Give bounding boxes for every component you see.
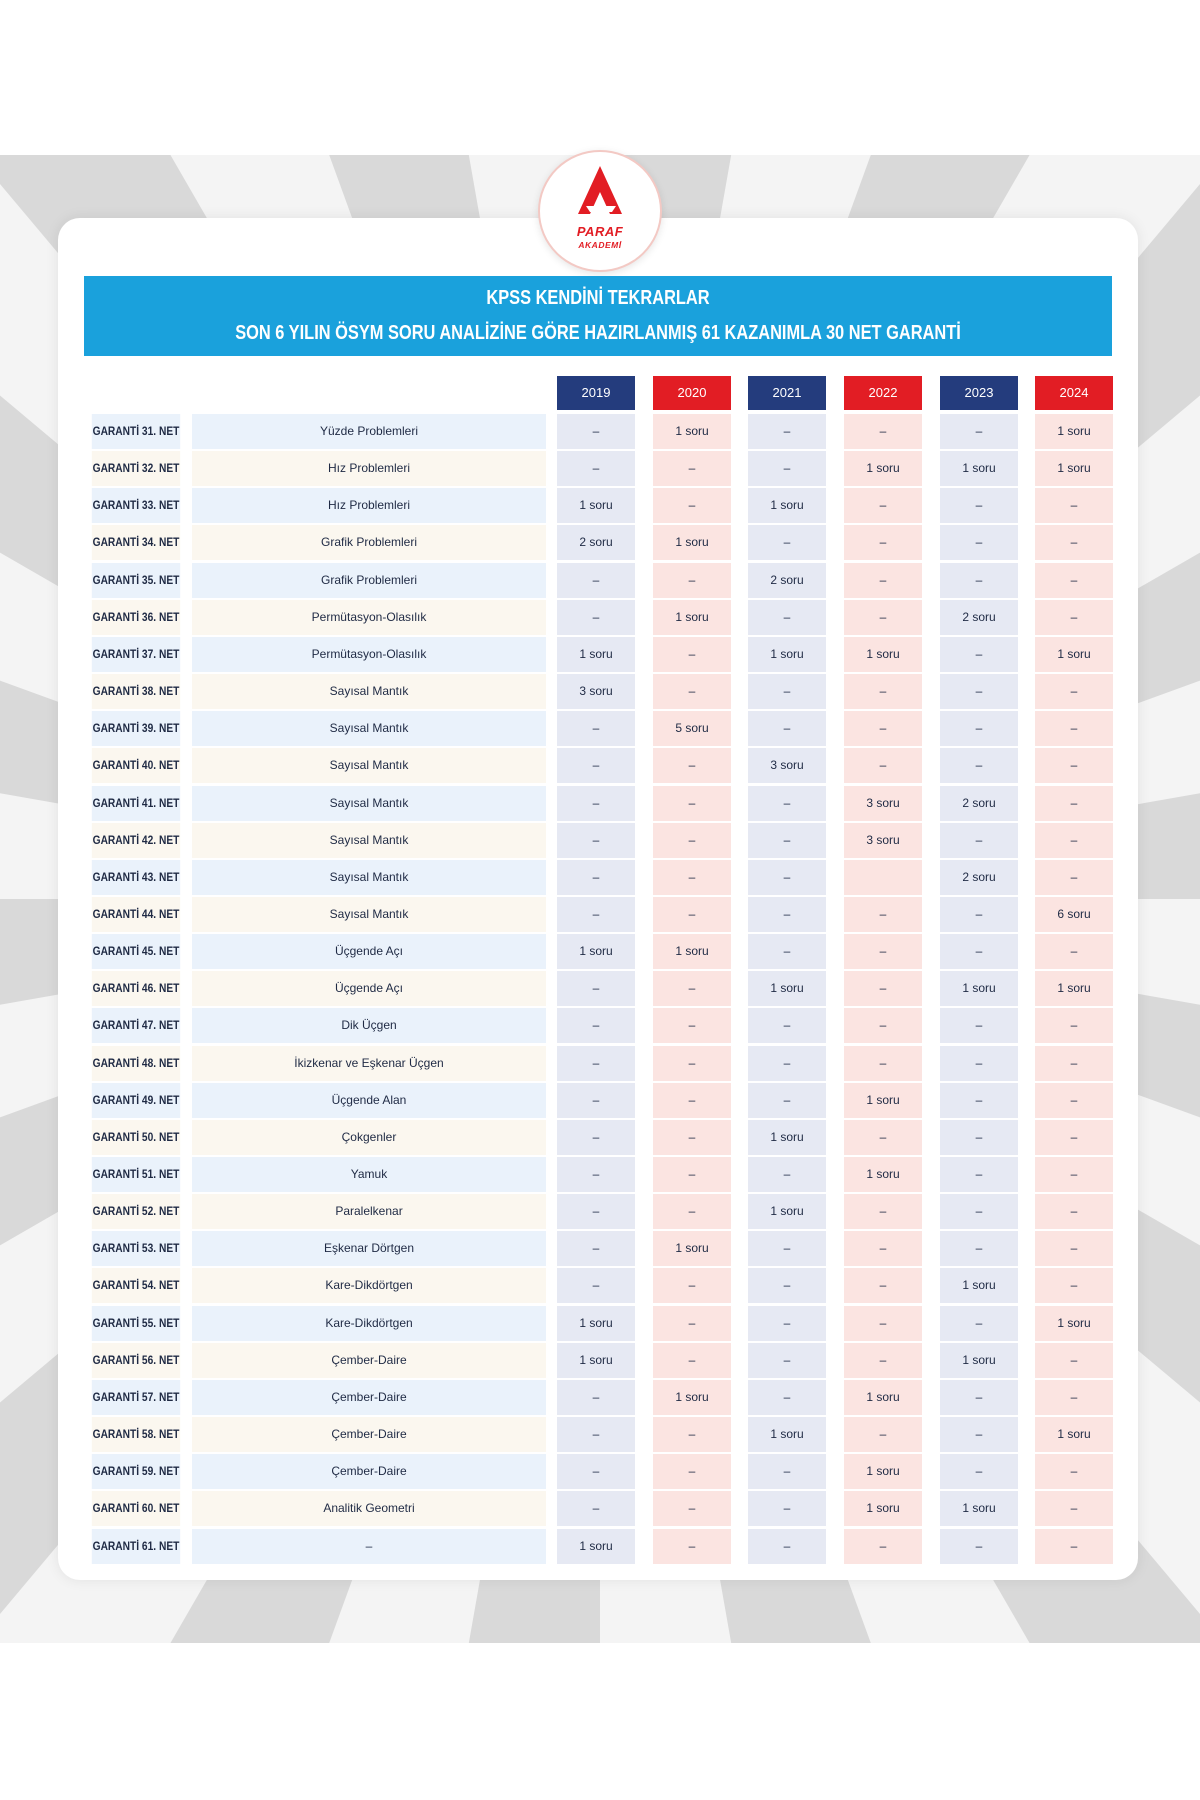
year-cell: – <box>940 1454 1018 1489</box>
year-cell: – <box>940 711 1018 746</box>
row-label: GARANTİ 45. NET <box>92 934 180 969</box>
year-cell: 1 soru <box>1035 1417 1113 1452</box>
year-cell: – <box>844 488 922 523</box>
year-cell: – <box>748 1380 826 1415</box>
year-cell: – <box>748 674 826 709</box>
year-cell: – <box>940 414 1018 449</box>
row-label: GARANTİ 52. NET <box>92 1194 180 1229</box>
year-cell: – <box>557 1157 635 1192</box>
year-cell: 2 soru <box>748 563 826 598</box>
year-cell: – <box>940 1231 1018 1266</box>
year-cell: – <box>748 1231 826 1266</box>
table-row <box>0 1491 1200 1528</box>
year-cell: – <box>748 451 826 486</box>
row-label: GARANTİ 40. NET <box>92 748 180 783</box>
year-cell: – <box>748 1306 826 1341</box>
year-cell: – <box>1035 1194 1113 1229</box>
year-cell: – <box>1035 1157 1113 1192</box>
year-cell: – <box>557 971 635 1006</box>
year-cell: 1 soru <box>940 451 1018 486</box>
year-cell: – <box>653 748 731 783</box>
row-topic: Grafik Problemleri <box>192 563 546 598</box>
year-cell: – <box>748 1046 826 1081</box>
year-cell: 1 soru <box>557 488 635 523</box>
year-cell: – <box>1035 1343 1113 1378</box>
year-cell: – <box>940 525 1018 560</box>
row-topic: Çember-Daire <box>192 1417 546 1452</box>
table-row <box>0 1120 1200 1157</box>
row-topic: Üçgende Açı <box>192 934 546 969</box>
year-cell: 1 soru <box>844 1083 922 1118</box>
row-topic: Permütasyon-Olasılık <box>192 637 546 672</box>
year-cell: – <box>557 1380 635 1415</box>
year-cell: 1 soru <box>844 451 922 486</box>
row-label: GARANTİ 48. NET <box>92 1046 180 1081</box>
year-cell: – <box>653 1491 731 1526</box>
year-cell: 1 soru <box>844 1491 922 1526</box>
year-cell: – <box>940 1194 1018 1229</box>
year-cell: – <box>1035 1529 1113 1564</box>
row-label: GARANTİ 53. NET <box>92 1231 180 1266</box>
year-header: 2023 <box>940 376 1018 410</box>
row-label: GARANTİ 31. NET <box>92 414 180 449</box>
year-cell: – <box>653 1120 731 1155</box>
table-row <box>0 1306 1200 1343</box>
title-banner <box>84 276 1112 356</box>
row-topic: Üçgende Açı <box>192 971 546 1006</box>
year-cell: – <box>1035 1083 1113 1118</box>
year-cell: – <box>940 1306 1018 1341</box>
row-topic: Çember-Daire <box>192 1343 546 1378</box>
year-cell: – <box>844 748 922 783</box>
year-cell: – <box>1035 1268 1113 1303</box>
year-cell: – <box>1035 1046 1113 1081</box>
year-cell: – <box>653 971 731 1006</box>
table-row <box>0 860 1200 897</box>
year-cell: 1 soru <box>557 637 635 672</box>
logo-triangle-icon <box>540 152 660 270</box>
row-label: GARANTİ 58. NET <box>92 1417 180 1452</box>
year-cell: – <box>940 563 1018 598</box>
year-cell: – <box>1035 934 1113 969</box>
row-label: GARANTİ 55. NET <box>92 1306 180 1341</box>
year-cell: 2 soru <box>940 786 1018 821</box>
year-cell: – <box>557 1454 635 1489</box>
year-cell: – <box>557 1120 635 1155</box>
year-cell: – <box>653 451 731 486</box>
year-cell: 1 soru <box>748 1417 826 1452</box>
brand-sub: AKADEMİ <box>578 240 622 250</box>
year-cell: – <box>1035 674 1113 709</box>
year-cell: 1 soru <box>557 1343 635 1378</box>
year-cell: 1 soru <box>748 971 826 1006</box>
year-cell: 1 soru <box>1035 414 1113 449</box>
table-row <box>0 674 1200 711</box>
year-cell: – <box>653 1083 731 1118</box>
year-cell: – <box>653 1194 731 1229</box>
year-cell: – <box>557 1231 635 1266</box>
year-cell: – <box>844 897 922 932</box>
table-row <box>0 1529 1200 1566</box>
year-cell: – <box>653 1306 731 1341</box>
year-cell: – <box>557 563 635 598</box>
year-cell: – <box>1035 600 1113 635</box>
year-cell: 3 soru <box>748 748 826 783</box>
year-cell: 1 soru <box>748 1120 826 1155</box>
year-cell: – <box>653 563 731 598</box>
year-cell: – <box>1035 525 1113 560</box>
table-row <box>0 934 1200 971</box>
row-label: GARANTİ 44. NET <box>92 897 180 932</box>
row-topic: Grafik Problemleri <box>192 525 546 560</box>
year-cell: – <box>844 563 922 598</box>
year-cell: – <box>1035 488 1113 523</box>
row-label: GARANTİ 41. NET <box>92 786 180 821</box>
year-cell: – <box>844 414 922 449</box>
row-topic: Sayısal Mantık <box>192 674 546 709</box>
row-topic: Sayısal Mantık <box>192 748 546 783</box>
year-header: 2019 <box>557 376 635 410</box>
year-cell: – <box>940 1157 1018 1192</box>
banner-subtitle: SON 6 YILIN ÖSYM SORU ANALİZİNE GÖRE HAZIRLANMIŞ 61 KAZANIMLA 30 NET GARANTİ <box>235 322 961 344</box>
year-cell <box>844 860 922 895</box>
table-row <box>0 1417 1200 1454</box>
row-label: GARANTİ 60. NET <box>92 1491 180 1526</box>
year-cell: 1 soru <box>940 1491 1018 1526</box>
row-label: GARANTİ 59. NET <box>92 1454 180 1489</box>
row-topic: Yamuk <box>192 1157 546 1192</box>
year-header: 2024 <box>1035 376 1113 410</box>
year-cell: – <box>653 637 731 672</box>
table-row <box>0 414 1200 451</box>
year-cell: 1 soru <box>653 934 731 969</box>
table-row <box>0 1008 1200 1045</box>
year-cell: 1 soru <box>748 1194 826 1229</box>
year-cell: – <box>940 1008 1018 1043</box>
row-topic: Hız Problemleri <box>192 451 546 486</box>
row-label: GARANTİ 35. NET <box>92 563 180 598</box>
year-cell: – <box>557 860 635 895</box>
year-cell: – <box>844 934 922 969</box>
year-header: 2022 <box>844 376 922 410</box>
year-cell: – <box>940 1083 1018 1118</box>
year-cell: – <box>844 1194 922 1229</box>
year-cell: – <box>748 934 826 969</box>
year-cell: – <box>748 414 826 449</box>
row-topic: Permütasyon-Olasılık <box>192 600 546 635</box>
year-cell: – <box>653 1529 731 1564</box>
year-cell: – <box>844 600 922 635</box>
year-cell: 1 soru <box>1035 637 1113 672</box>
year-cell: – <box>940 488 1018 523</box>
year-cell: – <box>557 711 635 746</box>
table-row <box>0 1343 1200 1380</box>
year-cell: – <box>940 823 1018 858</box>
year-cell: – <box>653 1454 731 1489</box>
year-header: 2020 <box>653 376 731 410</box>
year-cell: – <box>748 897 826 932</box>
year-cell: – <box>748 711 826 746</box>
year-cell: – <box>557 897 635 932</box>
row-topic: İkizkenar ve Eşkenar Üçgen <box>192 1046 546 1081</box>
year-cell: – <box>844 711 922 746</box>
year-cell: – <box>748 1529 826 1564</box>
table-row <box>0 711 1200 748</box>
year-cell: 1 soru <box>844 1454 922 1489</box>
table-row <box>0 1157 1200 1194</box>
year-cell: – <box>1035 748 1113 783</box>
year-cell: – <box>748 786 826 821</box>
year-cell: – <box>653 1046 731 1081</box>
year-cell: – <box>844 1120 922 1155</box>
year-cell: – <box>653 1008 731 1043</box>
year-cell: – <box>748 860 826 895</box>
row-label: GARANTİ 38. NET <box>92 674 180 709</box>
year-cell: – <box>653 860 731 895</box>
row-label: GARANTİ 37. NET <box>92 637 180 672</box>
row-topic: Sayısal Mantık <box>192 860 546 895</box>
year-cell: – <box>844 1268 922 1303</box>
year-cell: – <box>653 1268 731 1303</box>
year-cell: – <box>557 1008 635 1043</box>
row-label: GARANTİ 51. NET <box>92 1157 180 1192</box>
year-cell: – <box>748 1008 826 1043</box>
year-cell: – <box>557 1417 635 1452</box>
year-cell: – <box>940 1046 1018 1081</box>
row-label: GARANTİ 50. NET <box>92 1120 180 1155</box>
row-label: GARANTİ 47. NET <box>92 1008 180 1043</box>
row-topic: Yüzde Problemleri <box>192 414 546 449</box>
year-cell: – <box>844 971 922 1006</box>
year-cell: – <box>1035 823 1113 858</box>
table-row <box>0 1454 1200 1491</box>
year-cell: 6 soru <box>1035 897 1113 932</box>
year-cell: – <box>940 1417 1018 1452</box>
year-cell: – <box>653 897 731 932</box>
year-cell: 1 soru <box>940 1343 1018 1378</box>
year-cell: – <box>557 1194 635 1229</box>
year-cell: – <box>557 1083 635 1118</box>
year-cell: 3 soru <box>557 674 635 709</box>
year-cell: – <box>1035 563 1113 598</box>
year-cell: 1 soru <box>653 1231 731 1266</box>
year-cell: – <box>940 1120 1018 1155</box>
year-cell: – <box>940 934 1018 969</box>
year-cell: – <box>748 1454 826 1489</box>
year-cell: 1 soru <box>844 1157 922 1192</box>
row-label: GARANTİ 33. NET <box>92 488 180 523</box>
table-row <box>0 971 1200 1008</box>
year-cell: 2 soru <box>557 525 635 560</box>
year-cell: – <box>1035 1454 1113 1489</box>
year-cell: – <box>940 637 1018 672</box>
row-topic: Sayısal Mantık <box>192 786 546 821</box>
year-cell: 1 soru <box>748 488 826 523</box>
year-cell: – <box>748 1491 826 1526</box>
row-topic: Paralelkenar <box>192 1194 546 1229</box>
row-label: GARANTİ 32. NET <box>92 451 180 486</box>
row-label: GARANTİ 42. NET <box>92 823 180 858</box>
row-label: GARANTİ 39. NET <box>92 711 180 746</box>
year-cell: – <box>748 1157 826 1192</box>
table-row <box>0 1046 1200 1083</box>
table-row <box>0 1268 1200 1305</box>
row-topic: Analitik Geometri <box>192 1491 546 1526</box>
year-cell: – <box>1035 786 1113 821</box>
row-topic: Çember-Daire <box>192 1454 546 1489</box>
year-cell: – <box>844 1231 922 1266</box>
year-cell: – <box>1035 1231 1113 1266</box>
year-header: 2021 <box>748 376 826 410</box>
year-cell: – <box>653 786 731 821</box>
table-row <box>0 748 1200 785</box>
year-cell: – <box>748 1083 826 1118</box>
year-cell: – <box>844 1008 922 1043</box>
banner-title: KPSS KENDİNİ TEKRARLAR <box>486 287 710 309</box>
year-cell: – <box>1035 1491 1113 1526</box>
table-row <box>0 451 1200 488</box>
year-cell: 1 soru <box>653 414 731 449</box>
row-topic: Kare-Dikdörtgen <box>192 1268 546 1303</box>
table-row <box>0 786 1200 823</box>
year-cell: – <box>1035 1380 1113 1415</box>
year-cell: – <box>1035 711 1113 746</box>
row-topic: Sayısal Mantık <box>192 897 546 932</box>
paraf-akademi-logo <box>538 150 662 272</box>
year-cell: 1 soru <box>557 934 635 969</box>
year-cell: – <box>844 1529 922 1564</box>
row-label: GARANTİ 56. NET <box>92 1343 180 1378</box>
row-label: GARANTİ 54. NET <box>92 1268 180 1303</box>
year-cell: 1 soru <box>1035 451 1113 486</box>
year-cell: 1 soru <box>653 600 731 635</box>
table-row <box>0 1083 1200 1120</box>
year-cell: 3 soru <box>844 823 922 858</box>
table-row <box>0 488 1200 525</box>
year-cell: – <box>748 525 826 560</box>
year-cell: 2 soru <box>940 600 1018 635</box>
table-row <box>0 525 1200 562</box>
year-cell: – <box>844 1306 922 1341</box>
row-label: GARANTİ 57. NET <box>92 1380 180 1415</box>
row-topic: – <box>192 1529 546 1564</box>
year-cell: 1 soru <box>940 1268 1018 1303</box>
year-cell: – <box>557 823 635 858</box>
year-cell: – <box>1035 1008 1113 1043</box>
row-label: GARANTİ 46. NET <box>92 971 180 1006</box>
row-topic: Hız Problemleri <box>192 488 546 523</box>
row-topic: Sayısal Mantık <box>192 823 546 858</box>
year-cell: 1 soru <box>844 1380 922 1415</box>
row-topic: Sayısal Mantık <box>192 711 546 746</box>
year-cell: 1 soru <box>557 1529 635 1564</box>
year-cell: – <box>653 488 731 523</box>
year-cell: – <box>844 674 922 709</box>
year-cell: – <box>557 1268 635 1303</box>
year-cell: – <box>940 748 1018 783</box>
year-cell: – <box>557 600 635 635</box>
year-cell: 1 soru <box>940 971 1018 1006</box>
year-cell: – <box>940 897 1018 932</box>
year-cell: 1 soru <box>557 1306 635 1341</box>
table-row <box>0 1231 1200 1268</box>
year-cell: 1 soru <box>1035 1306 1113 1341</box>
year-cell: – <box>557 451 635 486</box>
year-cell: – <box>653 1157 731 1192</box>
table-row <box>0 563 1200 600</box>
row-label: GARANTİ 43. NET <box>92 860 180 895</box>
year-cell: – <box>557 748 635 783</box>
brand-name: PARAF <box>576 224 624 239</box>
year-cell: – <box>940 674 1018 709</box>
year-cell: 1 soru <box>653 525 731 560</box>
year-cell: 1 soru <box>748 637 826 672</box>
year-cell: – <box>748 1343 826 1378</box>
year-cell: – <box>1035 860 1113 895</box>
year-cell: – <box>844 1417 922 1452</box>
year-cell: – <box>557 414 635 449</box>
year-cell: – <box>653 823 731 858</box>
year-cell: – <box>557 1491 635 1526</box>
year-cell: – <box>844 1046 922 1081</box>
row-label: GARANTİ 36. NET <box>92 600 180 635</box>
year-cell: – <box>557 1046 635 1081</box>
year-cell: – <box>748 823 826 858</box>
table-row <box>0 1194 1200 1231</box>
year-cell: – <box>844 1343 922 1378</box>
year-cell: – <box>940 1529 1018 1564</box>
year-cell: – <box>940 1380 1018 1415</box>
year-cell: 1 soru <box>1035 971 1113 1006</box>
year-cell: – <box>653 1417 731 1452</box>
row-topic: Kare-Dikdörtgen <box>192 1306 546 1341</box>
table-row <box>0 823 1200 860</box>
table-row <box>0 897 1200 934</box>
year-cell: – <box>1035 1120 1113 1155</box>
year-cell: 5 soru <box>653 711 731 746</box>
year-cell: – <box>748 1268 826 1303</box>
table-row <box>0 600 1200 637</box>
year-cell: – <box>844 525 922 560</box>
year-cell: 1 soru <box>844 637 922 672</box>
row-topic: Eşkenar Dörtgen <box>192 1231 546 1266</box>
row-topic: Üçgende Alan <box>192 1083 546 1118</box>
row-topic: Çokgenler <box>192 1120 546 1155</box>
year-cell: 2 soru <box>940 860 1018 895</box>
year-cell: – <box>748 600 826 635</box>
table-row <box>0 637 1200 674</box>
year-cell: – <box>653 1343 731 1378</box>
year-cell: 3 soru <box>844 786 922 821</box>
row-label: GARANTİ 49. NET <box>92 1083 180 1118</box>
year-cell: 1 soru <box>653 1380 731 1415</box>
row-topic: Çember-Daire <box>192 1380 546 1415</box>
year-cell: – <box>557 786 635 821</box>
year-cell: – <box>653 674 731 709</box>
table-row <box>0 1380 1200 1417</box>
row-topic: Dik Üçgen <box>192 1008 546 1043</box>
row-label: GARANTİ 61. NET <box>92 1529 180 1564</box>
row-label: GARANTİ 34. NET <box>92 525 180 560</box>
